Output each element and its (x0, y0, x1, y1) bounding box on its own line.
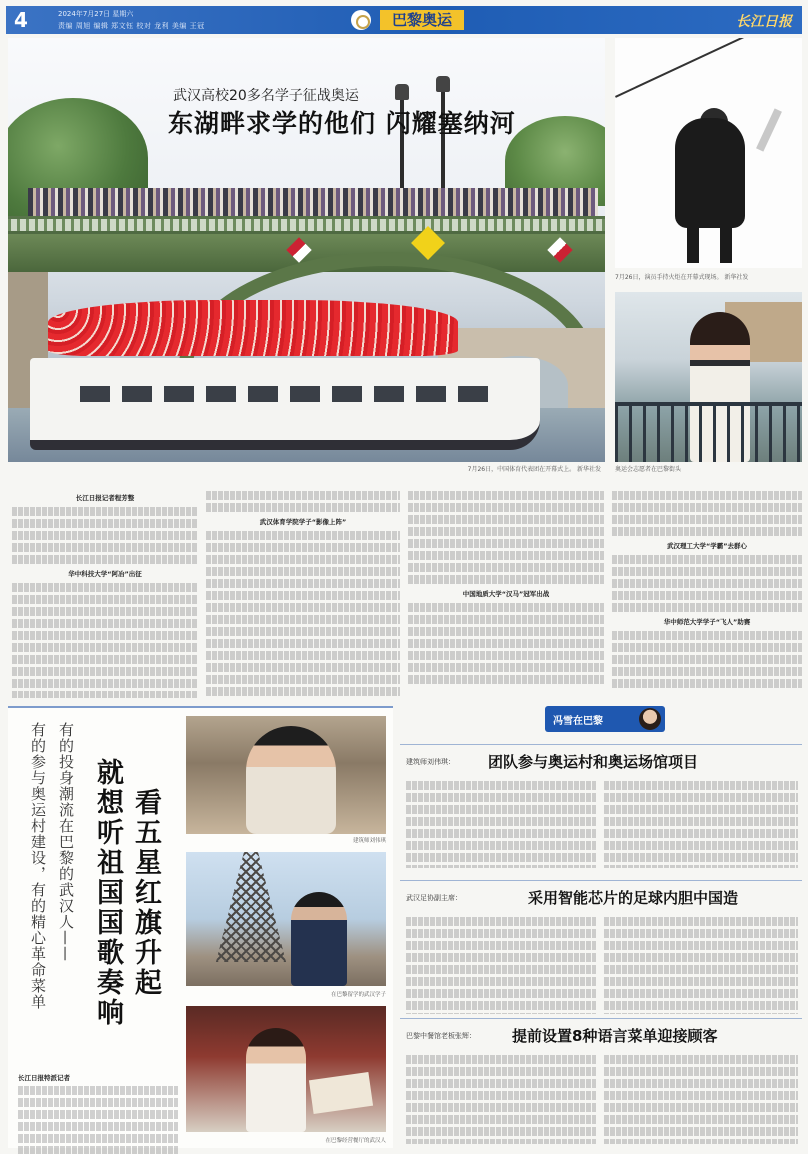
eiffel-tower-icon (216, 852, 286, 962)
feature-headline-1: 看五星红旗升起 (130, 788, 161, 998)
hero-headline: 东湖畔求学的他们 闪耀塞纳河 (168, 109, 516, 138)
newspaper-brand: 长江日报 (736, 14, 792, 30)
subheading: 武汉体育学院学子“影像上阵” (259, 518, 347, 526)
architect-photo (186, 716, 386, 834)
story-kicker: 建筑师刘伟琪： (406, 758, 455, 766)
hero-kicker: 武汉高校20多名学子征战奥运 (173, 88, 359, 104)
column-byline: 长江日报记者程芳整 (75, 494, 135, 502)
person (246, 726, 336, 834)
page-masthead (6, 6, 802, 34)
avatar (639, 708, 661, 730)
article-column-3 (408, 488, 604, 698)
feature-byline: 长江日报特派记者 (18, 1074, 70, 1082)
hero-caption: 7月26日，中国体育代表团在开幕式上。 新华社发 (467, 466, 601, 473)
story-body (406, 1052, 596, 1144)
feature-intro-2: 有的参与奥运村建设，有的精心革命菜单 (29, 722, 47, 1010)
volunteer-photo (615, 292, 802, 462)
story-kicker: 武汉足协副主席： (406, 894, 462, 902)
eiffel-caption: 在巴黎留学的武汉学子 (330, 992, 386, 998)
story-body (406, 914, 596, 1014)
crowd-on-bridge (28, 188, 598, 218)
subheading: 华中师范大学学子“飞人”助赛 (663, 618, 751, 626)
feature-body (18, 1068, 178, 1154)
column-banner (545, 706, 665, 732)
performer-body (675, 118, 745, 228)
torch-icon (756, 108, 782, 151)
section-title: 巴黎奥运 (380, 10, 464, 30)
story-body (604, 1052, 798, 1144)
zipline-wire (615, 38, 802, 98)
zipline-caption: 7月26日，演员手持火炬在开幕式现场。 新华社发 (615, 274, 749, 281)
article-column-2 (206, 488, 400, 698)
eiffel-photo (186, 852, 386, 986)
banner-text: 冯雪在巴黎 (553, 716, 603, 727)
hero-photo (8, 38, 605, 462)
athletes-group (48, 300, 458, 356)
restaurant-photo (186, 1006, 386, 1132)
subheading: 中国地质大学“汉马”冠军出战 (462, 590, 550, 598)
staff-credits: 责编 周旭 编辑 郑文钰 校对 龙利 美编 王冠 (58, 22, 205, 30)
menu-card (309, 1072, 373, 1114)
bridge-railing (8, 216, 605, 234)
performer-leg (687, 218, 699, 263)
architect-caption: 建筑师刘伟琪 (352, 838, 386, 844)
zipline-torch-photo (615, 38, 802, 268)
page-number: 4 (14, 8, 28, 32)
person (246, 1028, 306, 1132)
story-body (406, 778, 596, 868)
story-title: 提前设置8种语言菜单迎接顾客 (512, 1027, 718, 1045)
feature-intro-1: 有的投身潮流在巴黎的武汉人—— (57, 722, 75, 962)
article-column-1 (12, 488, 198, 698)
bridge-railing (615, 402, 802, 462)
subheading: 武汉理工大学“学霸”去群心 (666, 542, 748, 550)
parade-boat (30, 358, 540, 450)
story-kicker: 巴黎中餐馆老板张辉： (406, 1032, 476, 1040)
story-header-2 (400, 886, 802, 908)
subheading: 华中科技大学“阿冶”出征 (68, 570, 142, 578)
story-header-1 (400, 750, 802, 772)
person (291, 892, 347, 986)
volunteer-caption: 奥运会志愿者在巴黎街头 (615, 466, 682, 473)
olympic-emblem-icon (351, 10, 371, 30)
restaurant-caption: 在巴黎经营餐厅的武汉人 (325, 1138, 386, 1144)
feature-story (8, 706, 393, 1148)
article-column-4 (612, 488, 802, 698)
story-title: 团队参与奥运村和奥运场馆项目 (488, 753, 699, 771)
story-body (604, 914, 798, 1014)
issue-date: 2024年7月27日 星期六 (58, 10, 134, 18)
feature-headline-2: 就想听祖国国歌奏响 (92, 758, 123, 1028)
story-title: 采用智能芯片的足球内胆中国造 (528, 889, 739, 907)
story-header-3 (400, 1024, 802, 1046)
story-body (604, 778, 798, 868)
performer-leg (720, 218, 732, 263)
right-column (400, 706, 802, 1148)
